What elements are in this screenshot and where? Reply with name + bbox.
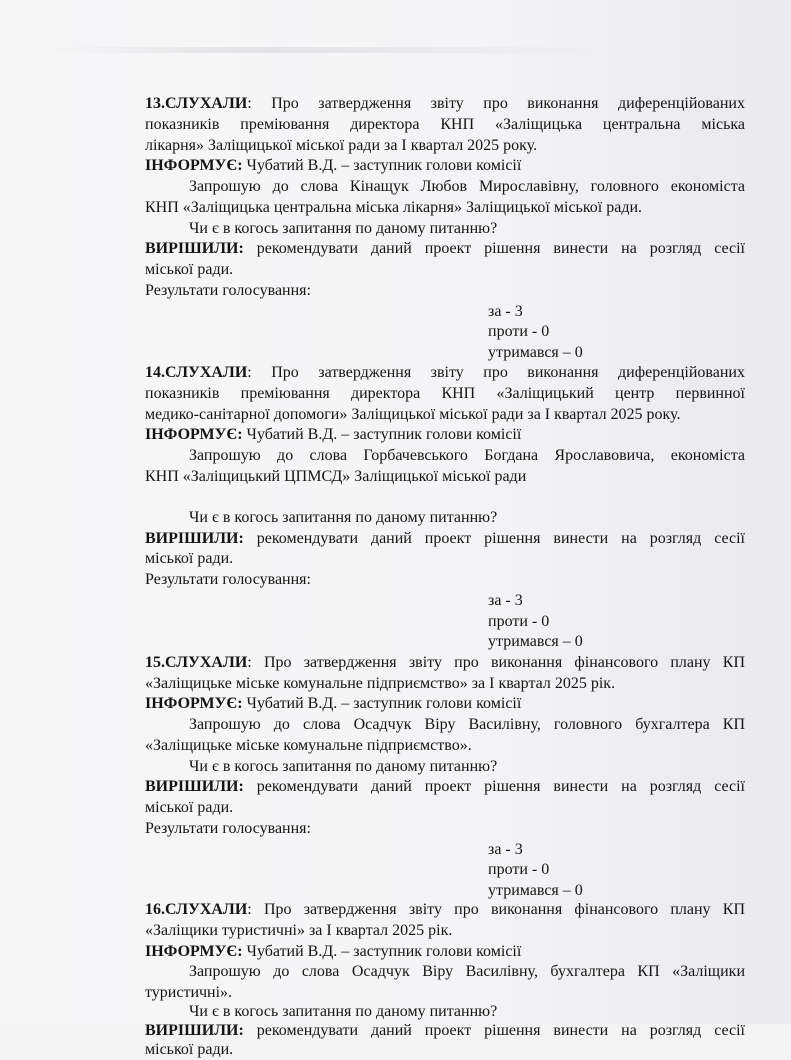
vote-for: за - 3 — [488, 592, 523, 609]
decided-continuation: міської ради. — [145, 1041, 234, 1058]
decided-line: ВИРІШИЛИ: рекомендувати даний проект рішення винести на розгляд сесії — [145, 240, 745, 257]
invite-line: КНП «Заліщицька центральна міська лікарня» Заліщицької міської ради. — [145, 199, 643, 216]
heading-continuation: «Заліщицьке міське комунальне підприємство» за І квартал 2025 рік. — [145, 675, 616, 692]
invite-line: Запрошую до слова Горбачевського Богдана Ярославовича, економіста — [189, 447, 745, 464]
question-line: Чи є в когось запитання по даному питанню? — [189, 1003, 498, 1020]
inform-line: ІНФОРМУЄ: Чубатий В.Д. – заступник голови комісії — [145, 157, 522, 174]
decided-line: ВИРІШИЛИ: рекомендувати даний проект рішення винести на розгляд сесії — [145, 1022, 745, 1039]
vote-against: проти - 0 — [488, 323, 550, 340]
heading-number: 14.СЛУХАЛИ — [145, 364, 248, 381]
heading-continuation: «Заліщики туристичні» за І квартал 2025 рік. — [145, 922, 453, 939]
vote-for: за - 3 — [488, 303, 523, 320]
vote-abstain: утримався – 0 — [488, 344, 583, 361]
question-line: Чи є в когось запитання по даному питанню? — [189, 758, 498, 775]
decided-continuation: міської ради. — [145, 261, 234, 278]
inform-line: ІНФОРМУЄ: Чубатий В.Д. – заступник голови комісії — [145, 943, 522, 960]
invite-line: «Заліщицьке міське комунальне підприємство». — [145, 737, 472, 754]
heading-continuation: медико-санітарної допомоги» Заліщицької міської ради за І квартал 2025 року. — [145, 406, 681, 423]
heading-line: 13.СЛУХАЛИ: Про затвердження звіту про виконання диференційованих — [145, 95, 745, 112]
vote-against: проти - 0 — [488, 613, 550, 630]
invite-line: Запрошую до слова Осадчук Віру Василівну, головного бухгалтера КП — [189, 716, 745, 733]
invite-line: Запрошую до слова Осадчук Віру Василівну, бухгалтера КП «Заліщики — [189, 963, 745, 980]
inform-line: ІНФОРМУЄ: Чубатий В.Д. – заступник голови комісії — [145, 695, 522, 712]
decided-continuation: міської ради. — [145, 799, 234, 816]
voting-results-label: Результати голосування: — [145, 282, 311, 299]
vote-abstain: утримався – 0 — [488, 633, 583, 650]
voting-results-label: Результати голосування: — [145, 820, 311, 837]
heading-line: 15.СЛУХАЛИ: Про затвердження звіту про виконання фінансового плану КП — [145, 654, 745, 671]
invite-line: Запрошую до слова Кінащук Любов Мирославівну, головного економіста — [189, 178, 745, 195]
inform-line: ІНФОРМУЄ: Чубатий В.Д. – заступник голови комісії — [145, 426, 522, 443]
heading-continuation: лікарня» Заліщицької міської ради за І квартал 2025 року. — [145, 137, 538, 154]
question-line: Чи є в когось запитання по даному питанню? — [189, 509, 498, 526]
question-line: Чи є в когось запитання по даному питанню? — [189, 220, 498, 237]
decided-line: ВИРІШИЛИ: рекомендувати даний проект рішення винести на розгляд сесії — [145, 778, 745, 795]
voting-results-label: Результати голосування: — [145, 571, 311, 588]
scan-artifact — [40, 47, 600, 53]
heading-continuation: показників преміювання директора КНП «Заліщицький центр первинної — [145, 385, 745, 402]
decided-continuation: міської ради. — [145, 550, 234, 567]
heading-number: 16.СЛУХАЛИ — [145, 901, 248, 918]
heading-continuation: показників преміювання директора КНП «Заліщицька центральна міська — [145, 116, 745, 133]
invite-line: туристичні». — [145, 984, 233, 1001]
vote-abstain: утримався – 0 — [488, 882, 583, 899]
invite-line: КНП «Заліщицький ЦПМСД» Заліщицької міської ради — [145, 468, 527, 485]
heading-line: 14.СЛУХАЛИ: Про затвердження звіту про виконання диференційованих — [145, 364, 745, 381]
decided-line: ВИРІШИЛИ: рекомендувати даний проект рішення винести на розгляд сесії — [145, 530, 745, 547]
heading-number: 15.СЛУХАЛИ — [145, 654, 248, 671]
heading-line: 16.СЛУХАЛИ: Про затвердження звіту про виконання фінансового плану КП — [145, 901, 745, 918]
vote-against: проти - 0 — [488, 861, 550, 878]
vote-for: за - 3 — [488, 841, 523, 858]
heading-number: 13.СЛУХАЛИ — [145, 95, 248, 112]
